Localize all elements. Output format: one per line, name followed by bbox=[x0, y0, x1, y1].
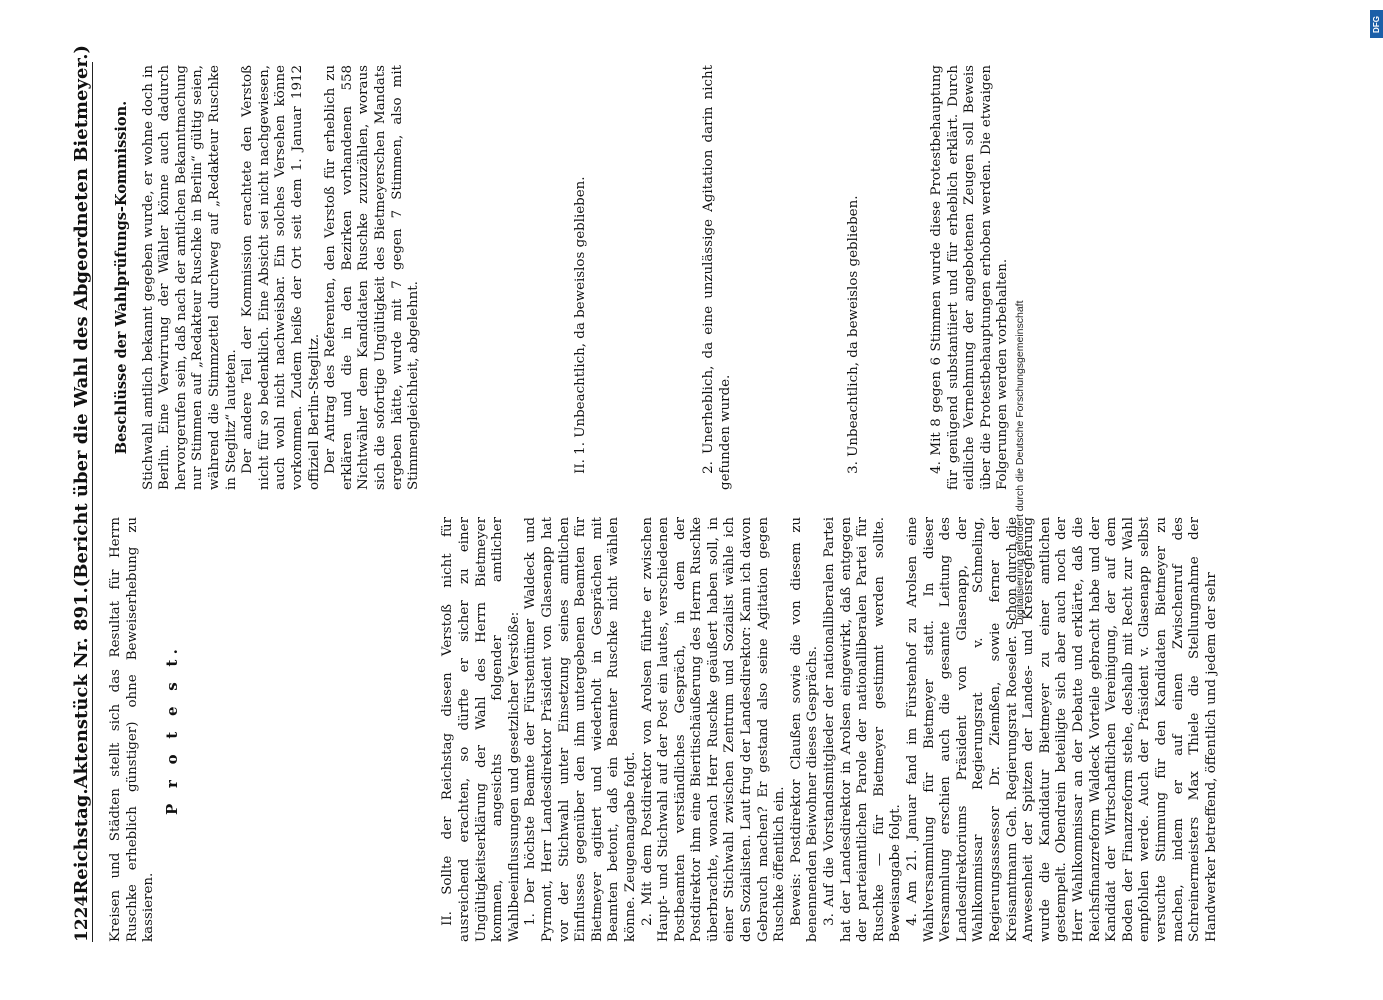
page-number: 1224 bbox=[72, 894, 92, 942]
right-spacer-3 bbox=[734, 65, 846, 490]
left-intro: Kreisen und Städten stellt sich das Resultat für Herrn Ruschke erheblich günstiger) ohne Beweiserhebung zu kassieren. bbox=[108, 517, 157, 942]
protest-item-2: 2. Mit dem Postdirektor von Arolsen führte er zwischen Haupt- und Stichwahl auf der Post ein lautes, verschiedenen Postbeamten verständliches Gespräch, in dem der Postdirektor ihm eine Bieritischäußerung des Herrn Ruschke überbrachte, wonach Herr Ruschke geäußert haben soll, in einer Stichwahl zwischen Zentrum und Sozialist wähle ich den Sozialisten. Laut frug der Landesdirektor: Kann ich davon Gebrauch machen? Er gestand also seine Agitation gegen Ruschke öffentlich ein. bbox=[639, 517, 788, 942]
protest-item-2-proof: Beweis: Postdirektor Claußen sowie die von diesem zu benennenden Beiwohner dieses Gesprächs. bbox=[788, 517, 821, 942]
left-spacer bbox=[190, 517, 440, 942]
right-spacer-4 bbox=[863, 65, 929, 490]
decision-4: 4. Mit 8 gegen 6 Stimmen wurde diese Protestbehauptung für genügend substantiiert und für erheblich erklärt. Durch eidliche Vernehmung der angebotenen Zeugen soll Beweis über die Protestbehauptungen erhoben werden. Die etwaigen Folgerungen werden vorbehalten. bbox=[929, 65, 1011, 490]
dfg-logo-text: DFG bbox=[1372, 15, 1382, 33]
right-intro-p2: Der andere Teil der Kommission erachtete den Verstoß nicht für so bedenklich. Eine Absicht sei nicht nachgewiesen, auch wohl nicht nachweisbar. Ein solches Versehen könne vorkommen. Zudem heiße der Ort seit dem 1. Januar 1912 offiziell Berlin-Steglitz. bbox=[240, 65, 322, 490]
decision-2: 2. Unerheblich, da eine unzulässige Agitation darin nicht gefunden wurde. bbox=[701, 65, 733, 490]
digitization-note: Digitalisierung gefördert durch die Deutsche Forschungsgemeinschaft bbox=[1014, 300, 1026, 625]
right-column bbox=[108, 65, 1308, 490]
section-ii-intro: II. Sollte der Reichstag diesen Verstoß nicht für ausreichend erachten, so dürfte er sicher zu einer Ungültigkeitserklärung der Wahl des Herrn Bietmeyer kommen, angesichts folgender amtlicher Wahlbeeinflussungen und gesetzlicher Verstöße: bbox=[440, 517, 522, 942]
right-spacer-2 bbox=[589, 65, 701, 490]
right-spacer-1 bbox=[423, 65, 573, 490]
protest-item-4: 4. Am 21. Januar fand im Fürstenhof zu Arolsen eine Wahlversammlung für Bietmeyer statt. In dieser Versammlung erschien auch die gesamte Leitung des Landesdirektoriums Präsident von Glasenapp, der Wahlkommissar Regierungsrat v. Schmeling, Regierungsassessor Dr. Ziemßen, sowie ferner der Kreisamtmann Geh. Regierungsrat Roeseler. Schon durch die Anwesenheit der Spitzen der Landes- und Kreisregierung wurde die Kandidatur Bietmeyer zu einer amtlichen gestempelt. Obendrein beteiligte sich aber auch noch der Herr Wahlkommissar an der Debatte und erklärte, daß die Reichsfinanzreform Waldeck Vorteile gebracht habe und der Kandidat der Wirtschaftlichen Vereinigung, der auf dem Boden der Finanzreform stehe, deshalb mit Recht zur Wahl empfohlen werde. Auch der Präsident v. Glasenapp selbst versuchte Stimmung für den Kandidaten Bietmeyer zu machen, indem er auf einen Zwischenruf des Schreinermeisters Max Thiele die Stellungnahme der Handwerker betreffend, öffentlich und jedem der sehr bbox=[905, 517, 1219, 942]
header-right: (Bericht über die Wahl des Abgeordneten Bietmeyer.) bbox=[71, 44, 92, 588]
protest-item-1: 1. Der höchste Beamte der Fürstentümer Waldeck und Pyrmont, Herr Landesdirektor Präsident von Glasenapp hat vor der Stichwahl unter Einsetzung seines amtlichen Einflusses gegenüber den ihm untergebenen Beamten für Bietmeyer agitiert und wiederholt in Gesprächen mit Beamten betont, daß ein Beamter Ruschke nicht wählen könne. Zeugenangabe folgt. bbox=[523, 517, 638, 942]
right-intro-p1: Stichwahl amtlich bekannt gegeben wurde, er wohne doch in Berlin. Eine Verwirrung der Wähler könne auch dadurch hervorgerufen sein, daß nach der amtlichen Bekanntmachung nur Stimmen auf „Redakteur Ruschke in Berlin“ gültig seien, während die Stimmzettel durchweg auf „Redakteur Ruschke in Steglitz“ lauteten. bbox=[140, 65, 239, 490]
decision-3: 3. Unbeachtlich, da beweislos geblieben. bbox=[846, 195, 862, 474]
decision-ii-1: II. 1. Unbeachtlich, da beweislos geblieben. bbox=[572, 176, 588, 474]
protest-heading: P r o t e s t. bbox=[162, 643, 181, 816]
protest-item-3: 3. Auf die Vorstandsmitglieder der nationalliberalen Partei hat der Landesdirektor in Arolsen eingewirkt, daß entgegen der parteiamtlichen Parole der nationalliberalen Partei für Ruschke — für Bietmeyer gestimmt werden sollte. Beweisangabe folgt. bbox=[822, 517, 904, 942]
decisions-heading: Beschlüsse der Wahlprüfungs-Kommission. bbox=[113, 100, 130, 455]
right-intro-p3: Der Antrag des Referenten, den Verstoß für erheblich zu erklären und die in den Bezirken vorhandenen 558 Nichtwähler dem Kandidaten Ruschke zuzuzählen, woraus sich die sofortige Ungültigkeit des Bietmeyerschen Mandats ergeben hätte, wurde mit 7 gegen 7 Stimmen, also mit Stimmengleichheit, abgelehnt. bbox=[323, 65, 422, 490]
page-header bbox=[62, 44, 93, 942]
header-center: Aktenstück Nr. 891. bbox=[71, 587, 92, 789]
left-column bbox=[108, 517, 1308, 942]
header-left: Reichstag. bbox=[71, 788, 92, 895]
dfg-logo-icon bbox=[1370, 10, 1383, 38]
